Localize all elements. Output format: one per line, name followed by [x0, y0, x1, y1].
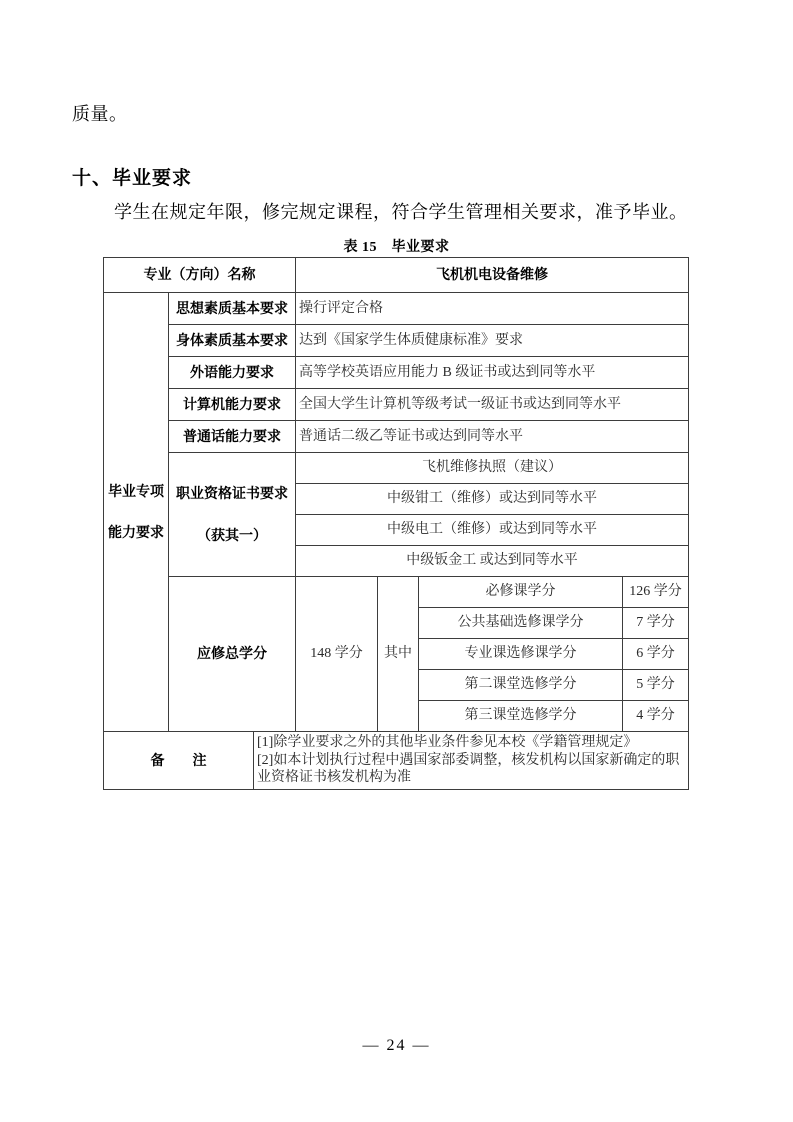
- certificate-label-cell: [169, 453, 296, 577]
- credit-item-label-cell: 第二课堂选修学分: [419, 670, 623, 701]
- requirement-label-cell: 身体素质基本要求: [169, 325, 296, 357]
- remarks-label-cell: 备 注: [104, 732, 254, 790]
- requirement-label-cell: 计算机能力要求: [169, 389, 296, 421]
- remarks-line-2: [2]如本计划执行过程中遇国家部委调整，核发机构以国家新确定的职业资格证书核发机构为准: [257, 752, 680, 786]
- remarks-line-1: [1]除学业要求之外的其他毕业条件参见本校《学籍管理规定》: [257, 735, 638, 751]
- table-row-remarks: [104, 732, 689, 790]
- table-row-computer: [104, 389, 689, 421]
- certificate-label-line2: （获其一）: [197, 526, 268, 543]
- requirement-label-cell: 思想素质基本要求: [169, 293, 296, 325]
- header-label-cell: 专业（方向）名称: [104, 258, 296, 293]
- certificate-label-line1: 职业资格证书要求: [176, 485, 289, 501]
- certificate-option-cell: 中级钣金工 或达到同等水平: [296, 546, 689, 577]
- credit-item-label-cell: 第三课堂选修学分: [419, 701, 623, 732]
- certificate-option-cell: 中级钳工（维修）或达到同等水平: [296, 484, 689, 515]
- certificate-option-cell: 飞机维修执照（建议）: [296, 453, 689, 484]
- credit-item-label-cell: 专业课选修课学分: [419, 639, 623, 670]
- remarks-content-cell: [254, 732, 689, 790]
- credit-item-value-cell: 4 学分: [623, 701, 689, 732]
- left-group-line2: 能力要求: [108, 524, 164, 540]
- left-group-cell: [104, 293, 169, 732]
- credit-item-value-cell: 6 学分: [623, 639, 689, 670]
- table-row-foreign-language: [104, 357, 689, 389]
- requirement-value-cell: 达到《国家学生体质健康标准》要求: [296, 325, 689, 357]
- left-group-line1: 毕业专项: [108, 482, 164, 499]
- credit-item-value-cell: 126 学分: [623, 577, 689, 608]
- intro-text: 质量。: [72, 104, 128, 124]
- requirement-value-cell: 高等学校英语应用能力 B 级证书或达到同等水平: [296, 357, 689, 389]
- certificate-option-cell: 中级电工（维修）或达到同等水平: [296, 515, 689, 546]
- credit-item-value-cell: 7 学分: [623, 608, 689, 639]
- credit-item-label-cell: 必修课学分: [419, 577, 623, 608]
- table-row-physical-quality: [104, 325, 689, 357]
- header-value-cell: 飞机机电设备维修: [296, 258, 689, 293]
- table-caption: 表 15 毕业要求: [343, 240, 450, 255]
- table-row-certificate-option: [104, 453, 689, 484]
- credit-item-label-cell: 公共基础选修课学分: [419, 608, 623, 639]
- table-row-credit-item: [104, 577, 689, 608]
- requirement-value-cell: 操行评定合格: [296, 293, 689, 325]
- credit-item-value-cell: 5 学分: [623, 670, 689, 701]
- credits-label-cell: 应修总学分: [169, 577, 296, 732]
- table-header-row: [104, 258, 689, 293]
- table-row-thought-quality: [104, 293, 689, 325]
- section-heading: 十、毕业要求: [72, 168, 193, 189]
- section-paragraph: 学生在规定年限，修完规定课程，符合学生管理相关要求，准予毕业。: [114, 202, 688, 222]
- requirement-value-cell: 全国大学生计算机等级考试一级证书或达到同等水平: [296, 389, 689, 421]
- requirement-label-cell: 普通话能力要求: [169, 421, 296, 453]
- credits-total-cell: 148 学分: [296, 577, 378, 732]
- credits-among-cell: 其中: [378, 577, 419, 732]
- graduation-requirements-table: [103, 257, 689, 790]
- page-number: — 24 —: [362, 1037, 431, 1054]
- requirement-label-cell: 外语能力要求: [169, 357, 296, 389]
- table-row-mandarin: [104, 421, 689, 453]
- requirement-value-cell: 普通话二级乙等证书或达到同等水平: [296, 421, 689, 453]
